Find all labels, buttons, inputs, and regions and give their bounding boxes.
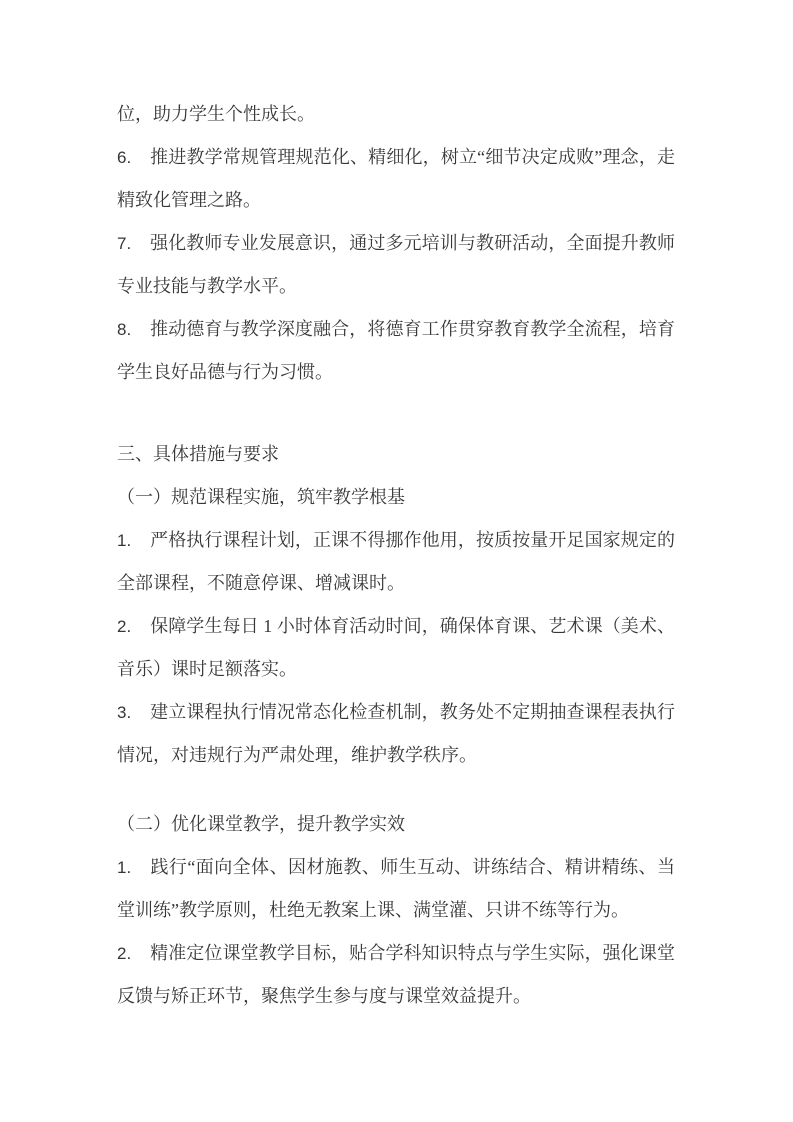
item-number: 2. [117,617,132,636]
item-number: 8. [117,320,132,339]
numbered-item-1a [117,519,675,605]
subsection-heading-two [117,803,675,846]
item-text: 强化教师专业发展意识，通过多元培训与教研活动，全面提升教师专业技能与教学水平。 [117,233,675,296]
section-heading-three [117,433,675,476]
heading-text: （一）规范课程实施，筑牢教学根基 [117,487,405,507]
heading-text: 三、具体措施与要求 [117,444,279,464]
item-text: 严格执行课程计划，正课不得挪作他用，按质按量开足国家规定的全部课程，不随意停课、增减课时。 [117,530,675,593]
document-body [117,93,675,1018]
item-text: 精准定位课堂教学目标，贴合学科知识特点与学生实际，强化课堂反馈与矫正环节，聚焦学生参与度与课堂效益提升。 [117,943,675,1006]
item-text: 建立课程执行情况常态化检查机制，教务处不定期抽查课程表执行情况，对违规行为严肃处理，维护教学秩序。 [117,702,675,765]
item-number: 1. [117,858,132,877]
paragraph-text: 位，助力学生个性成长。 [117,104,315,124]
item-text: 推动德育与教学深度融合，将德育工作贯穿教育教学全流程，培育学生良好品德与行为习惯。 [117,319,675,382]
item-number: 1. [117,531,132,550]
heading-text: （二）优化课堂教学，提升教学实效 [117,814,405,834]
item-number: 2. [117,944,132,963]
item-number: 7. [117,234,132,253]
item-number: 6. [117,148,132,167]
subsection-heading-one [117,476,675,519]
numbered-item-8 [117,308,675,394]
numbered-item-6 [117,136,675,222]
numbered-item-2a [117,605,675,691]
numbered-item-1b [117,846,675,932]
item-text: 践行“面向全体、因材施教、师生互动、讲练结合、精讲精练、当堂训练”教学原则，杜绝无教案上课、满堂灌、只讲不练等行为。 [117,857,675,920]
numbered-item-7 [117,222,675,308]
numbered-item-2b [117,932,675,1018]
item-text: 推进教学常规管理规范化、精细化，树立“细节决定成败”理念，走精致化管理之路。 [117,147,675,210]
item-text: 保障学生每日 1 小时体育活动时间，确保体育课、艺术课（美术、音乐）课时足额落实。 [117,616,675,679]
item-number: 3. [117,703,132,722]
paragraph-continuation [117,93,675,136]
numbered-item-3a [117,691,675,777]
